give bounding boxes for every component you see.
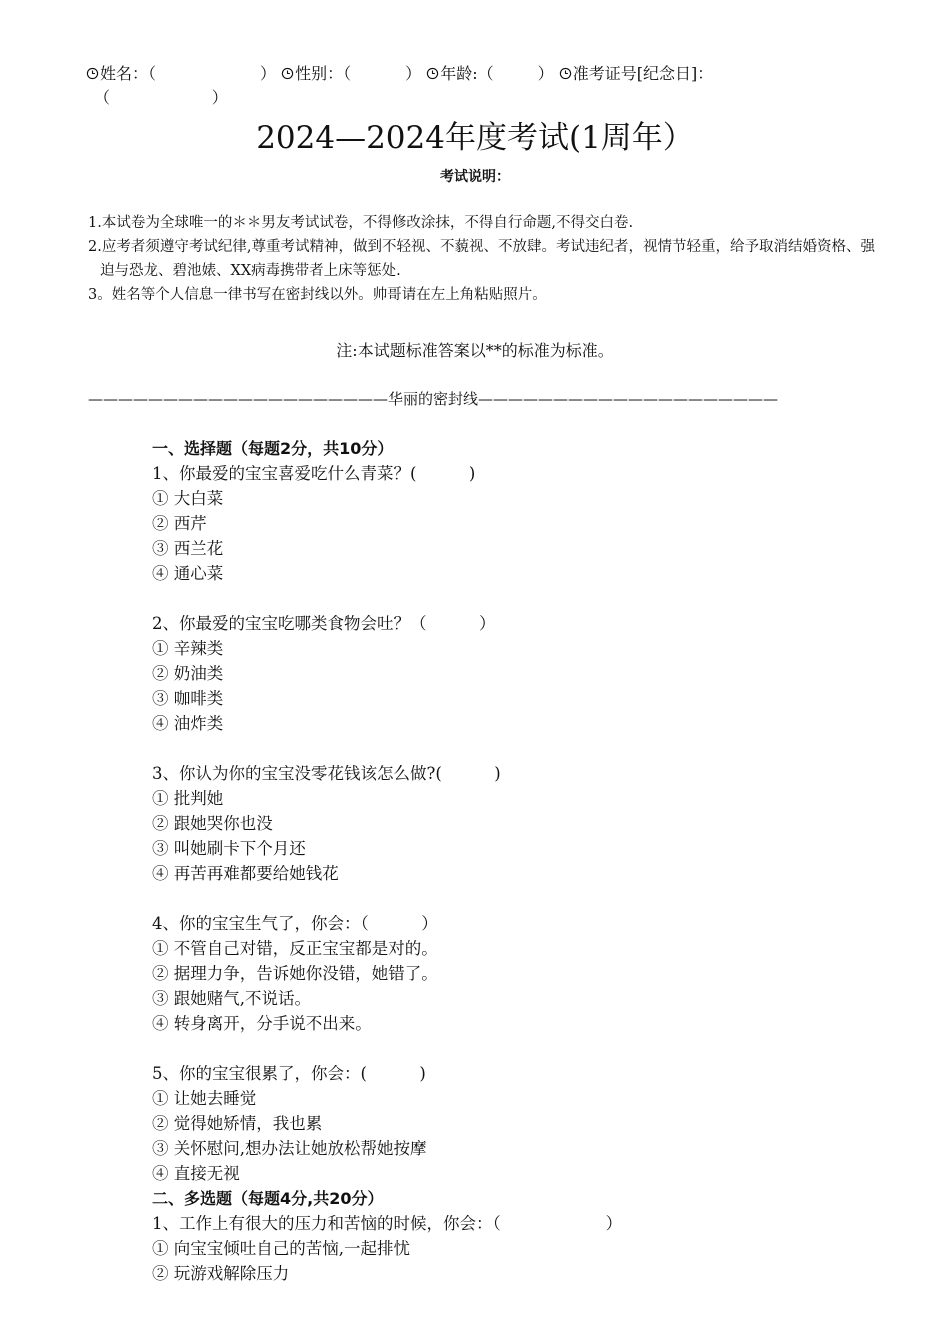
option-item: ① 辛辣类 <box>152 639 224 658</box>
option-item: ④ 直接无视 <box>152 1164 240 1183</box>
exam-title: 2024—2024年度考试(1周年） <box>256 120 694 156</box>
seal-line: ————————————————————华丽的密封线———————————————————— <box>88 390 779 408</box>
question-text: 4、你的宝宝生气了，你会：（ ） <box>152 914 438 933</box>
option-item: ④ 转身离开，分手说不出来。 <box>152 1014 372 1033</box>
instruction-item: 2.应考者须遵守考试纪律,尊重考试精神，做到不轻视、不藐视、不放肆。考试违纪者，视情节轻重，给予取消结婚资格、强迫与恐龙、碧池婊、XX病毒携带者上床等惩处. <box>88 239 875 279</box>
option-item: ② 跟她哭你也没 <box>152 814 273 833</box>
option-item: ③ 跟她赌气,不说话。 <box>152 989 311 1008</box>
instructions-heading: 考试说明： <box>440 169 510 185</box>
option-item: ③ 关怀慰问,想办法让她放松帮她按摩 <box>152 1139 427 1158</box>
question-block <box>152 1061 882 1186</box>
option-item: ④ 再苦再难都要给她钱花 <box>152 864 339 883</box>
option-item: ③ 西兰花 <box>152 539 224 558</box>
option-item: ② 奶油类 <box>152 664 224 683</box>
clock-icon <box>426 67 439 80</box>
info-field-age: 年龄:（ ） <box>426 64 559 83</box>
question-block <box>152 1211 882 1286</box>
option-item: ① 大白菜 <box>152 489 224 508</box>
section-title-single-choice: 一、选择题（每题2分，共10分） <box>152 439 394 458</box>
option-item: ① 不管自己对错，反正宝宝都是对的。 <box>152 939 438 958</box>
info-field-gender: 性别：（ ） <box>281 64 426 83</box>
option-item: ③ 咖啡类 <box>152 689 224 708</box>
option-item: ① 向宝宝倾吐自己的苦恼,一起排忧 <box>152 1239 410 1258</box>
instruction-item: 3。姓名等个人信息一律书写在密封线以外。帅哥请在左上角粘贴照片。 <box>88 287 547 303</box>
info-field-name: 姓名：（ ） <box>86 64 281 83</box>
instructions-list <box>88 211 878 307</box>
answer-note: 注:本试题标准答案以**的标准为标准。 <box>336 341 614 360</box>
question-text: 3、你认为你的宝宝没零花钱该怎么做?( ) <box>152 764 501 783</box>
section-title-multiple-choice: 二、多选题（每题4分,共20分） <box>152 1189 384 1208</box>
question-text: 1、工作上有很大的压力和苦恼的时候，你会：（ ） <box>152 1214 623 1233</box>
question-block <box>152 761 882 886</box>
exam-content <box>152 436 882 1286</box>
clock-icon <box>559 67 572 80</box>
clock-icon <box>281 67 294 80</box>
question-text: 1、你最爱的宝宝喜爱吃什么青菜？( ) <box>152 464 476 483</box>
question-block <box>152 461 882 586</box>
option-item: ② 西芹 <box>152 514 207 533</box>
question-block <box>152 911 882 1036</box>
option-item: ② 据理力争，告诉她你没错，她错了。 <box>152 964 438 983</box>
instruction-item: 1.本试卷为全球唯一的＊＊男友考试试卷，不得修改涂抹，不得自行命题,不得交白卷. <box>88 215 634 231</box>
option-item: ② 觉得她矫情，我也累 <box>152 1114 323 1133</box>
option-item: ② 玩游戏解除压力 <box>152 1264 290 1283</box>
personal-info-line <box>86 62 886 110</box>
info-field-ticket-number: 准考证号[纪念日]： <box>559 64 714 83</box>
option-item: ④ 通心菜 <box>152 564 224 583</box>
option-item: ① 批判她 <box>152 789 224 808</box>
clock-icon <box>86 67 99 80</box>
ticket-number-blank: （ ） <box>94 88 228 107</box>
question-text: 2、你最爱的宝宝吃哪类食物会吐？（ ） <box>152 614 496 633</box>
option-item: ④ 油炸类 <box>152 714 224 733</box>
option-item: ③ 叫她刷卡下个月还 <box>152 839 306 858</box>
question-text: 5、你的宝宝很累了，你会：( ) <box>152 1064 426 1083</box>
question-block <box>152 611 882 736</box>
option-item: ① 让她去睡觉 <box>152 1089 257 1108</box>
